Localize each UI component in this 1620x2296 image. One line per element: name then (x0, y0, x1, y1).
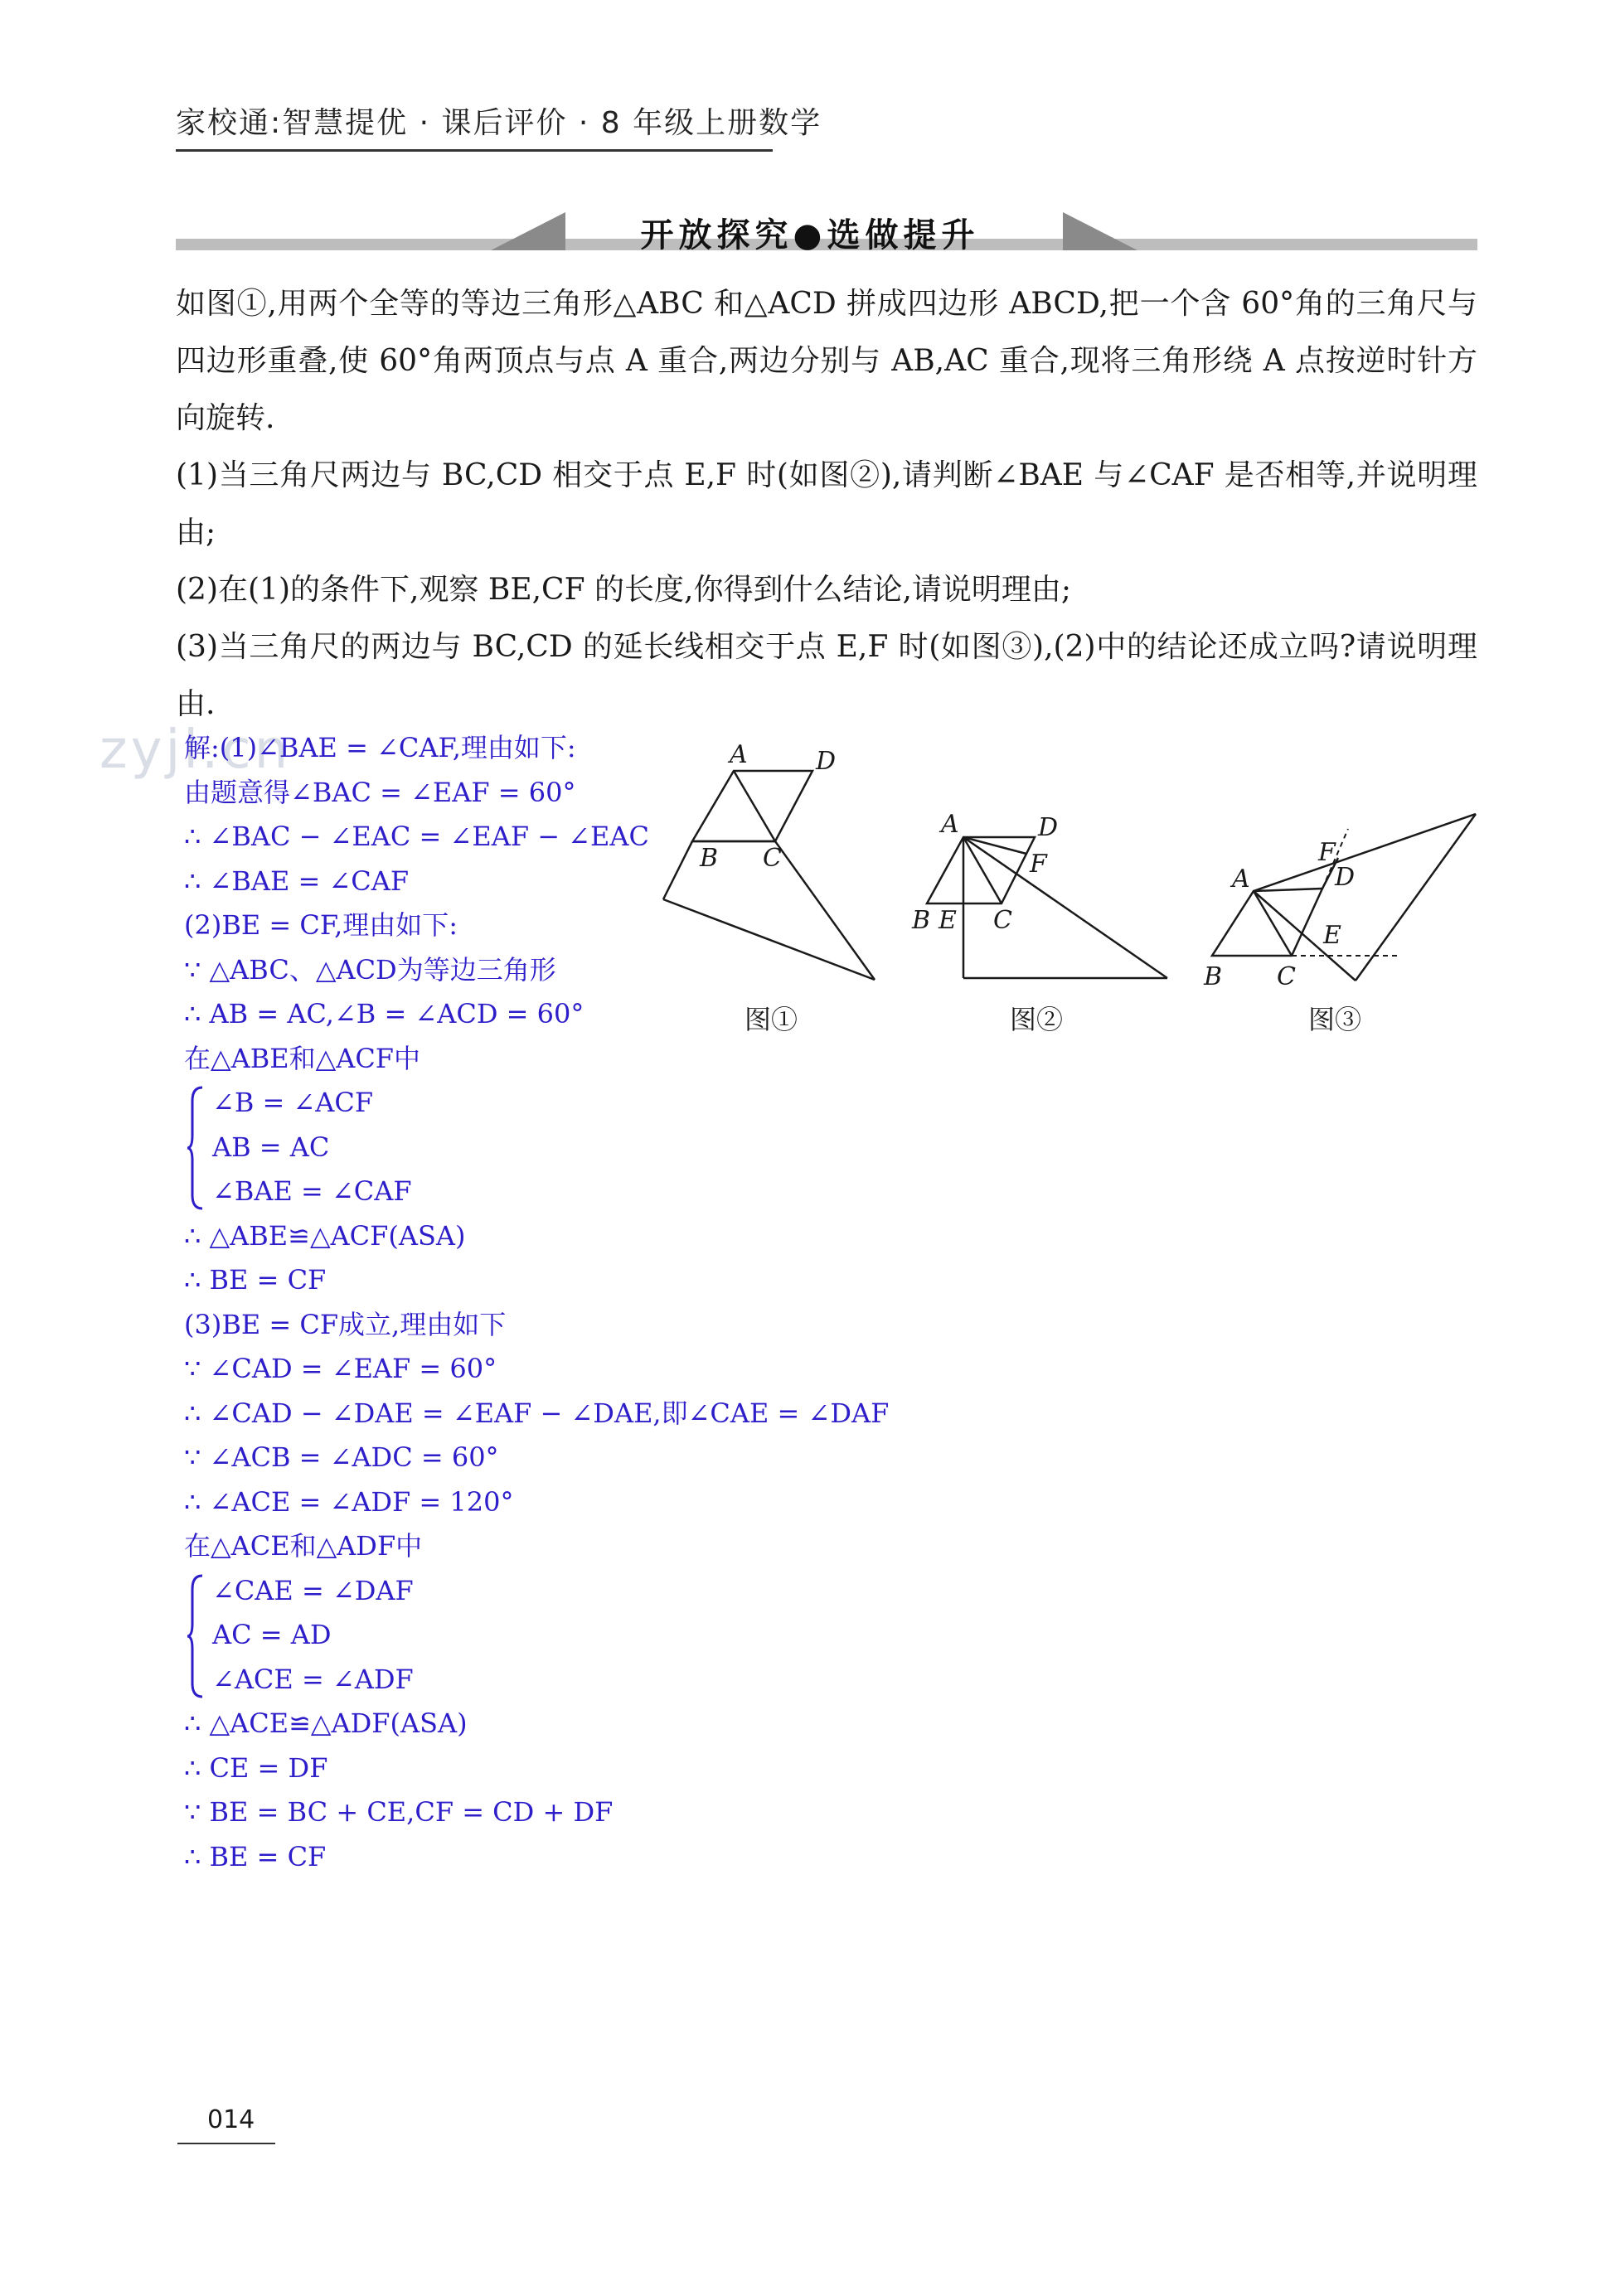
solution-line: ∴ CE = DF (184, 1751, 328, 1784)
figure-1-caption: 图① (745, 1004, 798, 1035)
solution-line: ∴ △ACE≌△ADF(ASA) (184, 1707, 468, 1739)
point-label: A (941, 812, 959, 839)
solution-line: ∵ △ABC、△ACD为等边三角形 (184, 953, 556, 986)
solution-line: ∴ BE = CF (184, 1264, 327, 1296)
solution-line: ∵ ∠ACB = ∠ADC = 60° (184, 1441, 499, 1473)
solution-line: 解:(1)∠BAE = ∠CAF,理由如下: (184, 732, 576, 763)
point-label: F (1030, 850, 1047, 879)
point-label: C (763, 844, 782, 873)
solution-line: (2)BE = CF,理由如下: (184, 909, 458, 941)
page-number-rule (177, 2143, 275, 2144)
figure-3-diagram (1194, 796, 1484, 995)
solution-line: 在△ABE和△ACF中 (184, 1042, 421, 1074)
condition-line: AC = AD (212, 1619, 332, 1650)
solution-line: ∴ AB = AC,∠B = ∠ACD = 60° (184, 998, 584, 1029)
solution-line: 由题意得∠BAC = ∠EAF = 60° (184, 776, 576, 808)
page-number: 014 (207, 2105, 255, 2134)
figure-1-diagram (647, 729, 912, 995)
point-label: B (1204, 962, 1223, 991)
question-3: (3)当三角尺的两边与 BC,CD 的延长线相交于点 E,F 时(如图③),(2)中的结论还成立吗?请说明理由. (176, 630, 1477, 721)
solution-line: (3)BE = CF成立,理由如下 (184, 1308, 507, 1340)
point-label: B (700, 844, 719, 873)
condition-line: ∠CAE = ∠DAF (212, 1574, 414, 1606)
point-label: C (993, 906, 1012, 935)
left-brace-icon (186, 1086, 206, 1210)
point-label: A (1232, 865, 1250, 894)
solution-line: ∴ ∠CAD − ∠DAE = ∠EAF − ∠DAE,即∠CAE = ∠DAF (184, 1397, 890, 1429)
left-brace-icon (186, 1574, 206, 1698)
condition-line: ∠ACE = ∠ADF (212, 1663, 414, 1695)
watermark: zyjl.cn (99, 719, 292, 781)
problem-intro: 如图①,用两个全等的等边三角形△ABC 和△ACD 拼成四边形 ABCD,把一个含 60°角的三角尺与四边形重叠,使 60°角两顶点与点 A 重合,两边分别与 AB,AC 重合,现将三角形绕 A 点按逆时针方向旋转. (176, 287, 1477, 435)
point-label: D (1335, 863, 1356, 892)
figure-2-caption: 图② (1010, 1004, 1064, 1035)
point-label: E (1323, 921, 1341, 950)
solution-line: ∵ BE = BC + CE,CF = CD + DF (184, 1796, 614, 1828)
condition-line: ∠BAE = ∠CAF (212, 1175, 412, 1207)
solution-line: ∴ BE = CF (184, 1840, 327, 1872)
header-title: 家校通:智慧提优 · 课后评价 · 8 年级上册数学 (176, 106, 822, 140)
question-1: (1)当三角尺两边与 BC,CD 相交于点 E,F 时(如图②),请判断∠BAE 与∠CAF 是否相等,并说明理由; (176, 458, 1477, 550)
point-label: C (1277, 962, 1296, 991)
condition-line: ∠B = ∠ACF (212, 1087, 374, 1118)
solution-line: 在△ACE和△ADF中 (184, 1530, 423, 1562)
problem-statement (176, 275, 1477, 733)
point-label: F (1318, 838, 1336, 867)
figure-2-diagram (904, 812, 1177, 986)
condition-brace-group-2 (184, 1569, 930, 1703)
figure-3-caption: 图③ (1308, 1004, 1362, 1035)
condition-brace-group-1 (184, 1081, 930, 1214)
header-rule (176, 149, 773, 152)
point-label: D (1038, 813, 1059, 842)
solution-line: ∴ ∠BAE = ∠CAF (184, 865, 410, 897)
point-label: D (816, 747, 837, 776)
point-label: A (730, 740, 748, 769)
section-banner-title: 开放探究●选做提升 (640, 216, 980, 254)
solution-line: ∴ △ABE≌△ACF(ASA) (184, 1219, 466, 1252)
condition-line: AB = AC (212, 1131, 330, 1163)
solution-line: ∴ ∠BAC − ∠EAC = ∠EAF − ∠EAC (184, 821, 649, 852)
solution-line: ∵ ∠CAD = ∠EAF = 60° (184, 1353, 497, 1384)
point-label: E (939, 906, 957, 935)
solution-line: ∴ ∠ACE = ∠ADF = 120° (184, 1485, 514, 1518)
point-label: B (912, 906, 931, 935)
question-2: (2)在(1)的条件下,观察 BE,CF 的长度,你得到什么结论,请说明理由; (176, 573, 1072, 607)
